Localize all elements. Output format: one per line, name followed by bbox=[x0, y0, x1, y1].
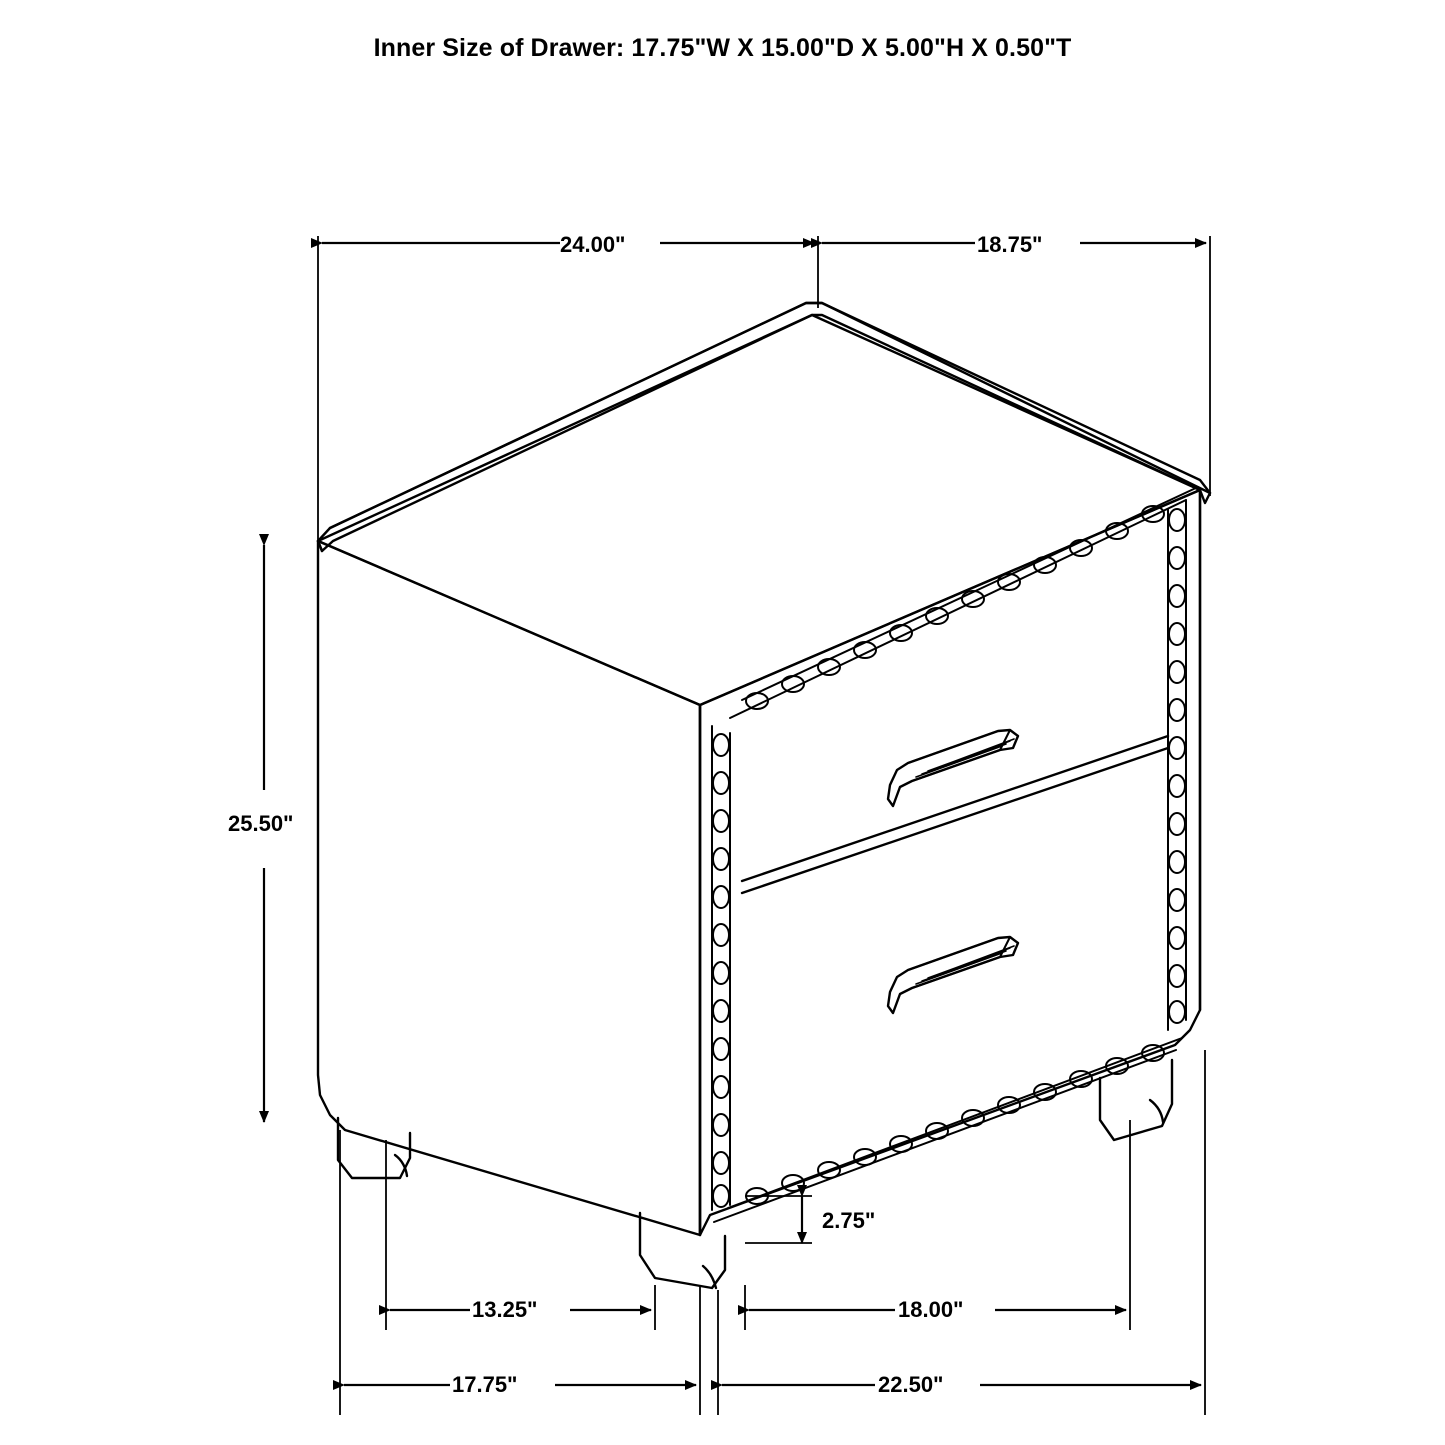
page-title: Inner Size of Drawer: 17.75"W X 15.00"D X 5.00"H X 0.50"T bbox=[373, 34, 1072, 62]
drawer-handle-lower bbox=[888, 937, 1018, 1013]
dim-label-inner-right: 18.00" bbox=[898, 1297, 964, 1322]
dim-label-outer-right: 22.50" bbox=[878, 1372, 944, 1397]
dimension-lines bbox=[264, 236, 1210, 1415]
nailhead-trim-side-vertical bbox=[1168, 500, 1186, 1030]
dim-label-height: 25.50" bbox=[228, 811, 294, 836]
dim-label-leg-height: 2.75" bbox=[822, 1208, 876, 1233]
top-outer-edge bbox=[330, 303, 1210, 528]
drawer-divider-line-2 bbox=[742, 748, 1168, 893]
front-face-top-edge bbox=[318, 541, 700, 705]
nightstand-body bbox=[318, 303, 1210, 1288]
dim-label-top-width: 24.00" bbox=[560, 232, 626, 257]
leg-front-right bbox=[640, 1213, 725, 1288]
drawer-divider-line bbox=[742, 736, 1168, 881]
dim-label-inner-left: 13.25" bbox=[472, 1297, 538, 1322]
leg-front-left bbox=[338, 1118, 410, 1178]
nailhead-studs bbox=[713, 506, 1185, 1207]
side-face-top-edge bbox=[700, 490, 1200, 705]
dim-label-outer-left: 17.75" bbox=[452, 1372, 518, 1397]
dim-label-top-depth: 18.75" bbox=[977, 232, 1043, 257]
front-face-outline bbox=[318, 541, 700, 1235]
